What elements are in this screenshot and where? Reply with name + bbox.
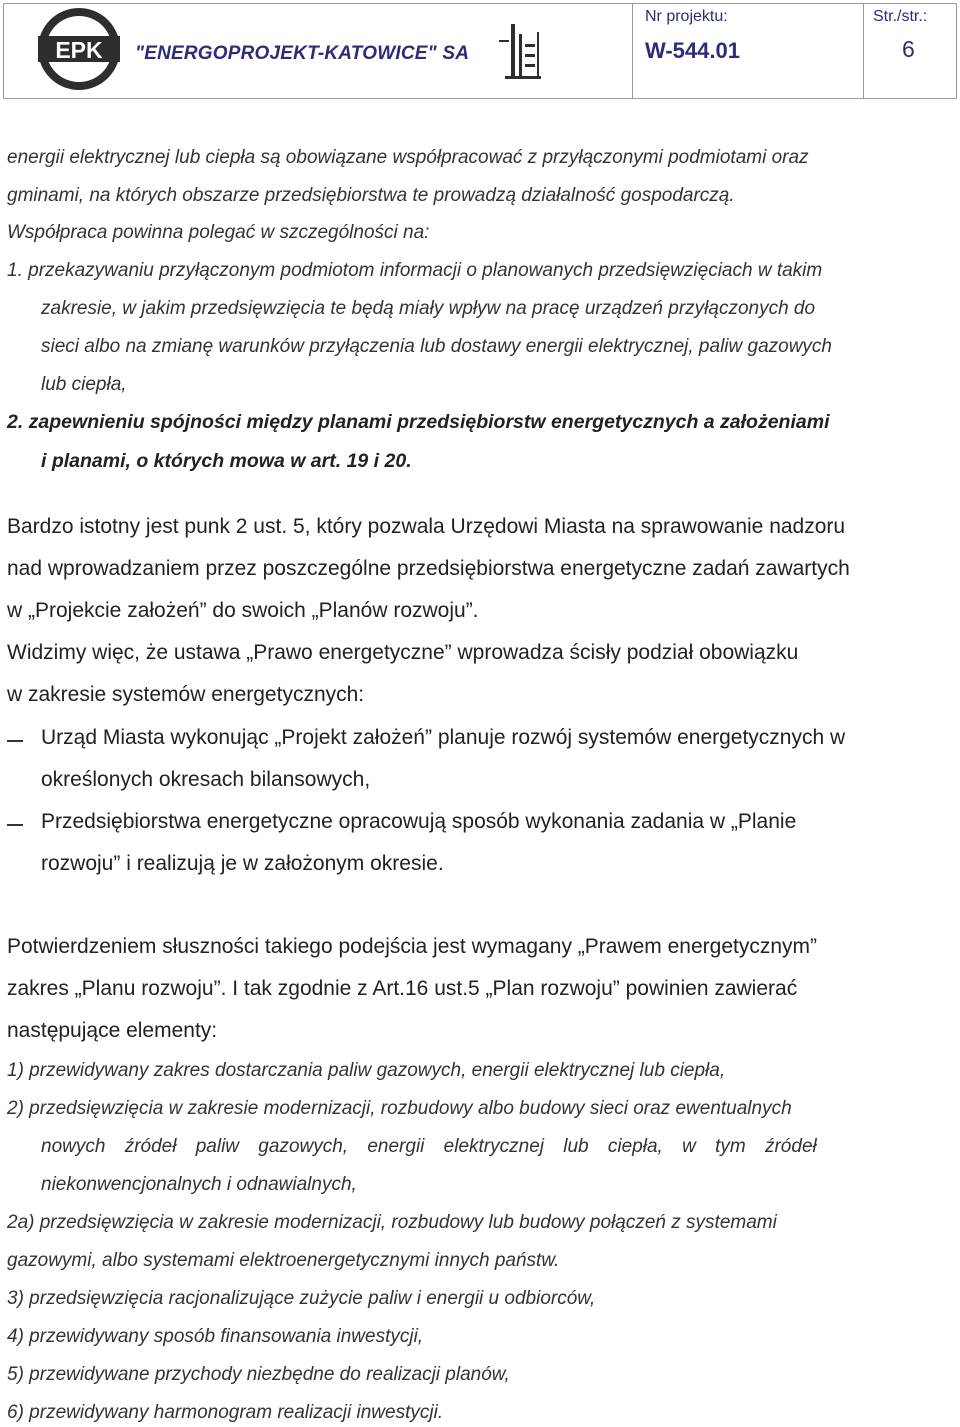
list-item-line-emphasis: 2. zapewnieniu spójności między planami przedsiębiorstw energetycznych a założeniami — [7, 411, 830, 433]
paragraph-line: Bardzo istotny jest punk 2 ust. 5, który pozwala Urzędowi Miasta na sprawowanie nadzoru — [7, 515, 846, 538]
document-header — [0, 0, 960, 100]
paragraph-line: Widzimy więc, że ustawa „Prawo energetyczne” wprowadza ścisły podział obowiązku — [7, 641, 799, 664]
numbered-item-line: 2a) przedsięwzięcia w zakresie modernizacji, rozbudowy lub budowy połączeń z systemami — [7, 1212, 777, 1233]
bullet-line: Urząd Miasta wykonując „Projekt założeń” planuje rozwój systemów energetycznych w — [41, 726, 846, 749]
project-number: W-544.01 — [645, 38, 740, 63]
paragraph-line: zakres „Planu rozwoju”. I tak zgodnie z Art.16 ust.5 „Plan rozwoju” powinien zawierać — [7, 977, 798, 1000]
text-line: gminami, na których obszarze przedsiębiorstwa te prowadzą działalność gospodarczą. — [7, 185, 735, 206]
logo-text: EPK — [55, 37, 103, 63]
company-name: "ENERGOPROJEKT-KATOWICE" SA — [135, 43, 470, 64]
numbered-item-line: niekonwencjonalnych i odnawialnych, — [41, 1174, 357, 1195]
page-number: 6 — [902, 36, 915, 62]
epk-logo — [36, 6, 122, 92]
paragraph-line: następujące elementy: — [7, 1019, 218, 1042]
list-item-line: zakresie, w jakim przedsięwzięcia te będą miały wpływ na pracę urządzeń przyłączonych do — [41, 298, 816, 319]
building-emblem-icon — [497, 20, 549, 82]
numbered-item-line: 4) przewidywany sposób finansowania inwestycji, — [7, 1326, 424, 1347]
numbered-item-line: 6) przewidywany harmonogram realizacji inwestycji. — [7, 1402, 444, 1423]
header-divider — [632, 3, 633, 99]
numbered-item-line: 1) przewidywany zakres dostarczania paliw gazowych, energii elektrycznej lub ciepła, — [7, 1060, 726, 1081]
page-label: Str./str.: — [873, 8, 928, 25]
numbered-item-line: 3) przedsięwzięcia racjonalizujące zużycie paliw i energii u odbiorców, — [7, 1288, 596, 1309]
bullet-line: rozwoju” i realizują je w założonym okresie. — [41, 852, 444, 875]
numbered-item-line: 2) przedsięwzięcia w zakresie modernizacji, rozbudowy albo budowy sieci oraz ewentualnych — [7, 1098, 792, 1119]
paragraph-line: w zakresie systemów energetycznych: — [7, 683, 365, 706]
list-item-line-emphasis: i planami, o których mowa w art. 19 i 20. — [41, 450, 412, 472]
numbered-item-line: nowych źródeł paliw gazowych, energii elektrycznej lub ciepła, w tym źródeł — [41, 1136, 817, 1157]
list-item-line: 1. przekazywaniu przyłączonym podmiotom informacji o planowanych przedsięwzięciach w takim — [7, 260, 823, 281]
paragraph-line: Potwierdzeniem słuszności takiego podejścia jest wymagany „Prawem energetycznym” — [7, 935, 818, 958]
list-item-line: lub ciepła, — [41, 374, 127, 395]
header-divider — [863, 3, 864, 99]
paragraph-line: w „Projekcie założeń” do swoich „Planów rozwoju”. — [7, 599, 479, 622]
numbered-item-line: 5) przewidywane przychody niezbędne do realizacji planów, — [7, 1364, 510, 1385]
paragraph-line: nad wprowadzaniem przez poszczególne przedsiębiorstwa energetyczne zadań zawartych — [7, 557, 850, 580]
project-number-label: Nr projektu: — [645, 8, 728, 25]
bullet-line: Przedsiębiorstwa energetyczne opracowują sposób wykonania zadania w „Planie — [41, 810, 797, 833]
bullet-line: określonych okresach bilansowych, — [41, 768, 371, 791]
dash-bullet — [7, 824, 23, 826]
text-line: Współpraca powinna polegać w szczególności na: — [7, 222, 430, 243]
text-line: energii elektrycznej lub ciepła są obowiązane współpracować z przyłączonymi podmiotami oraz — [7, 147, 809, 168]
numbered-item-line: gazowymi, albo systemami elektroenergetycznymi innych państw. — [7, 1250, 560, 1271]
dash-bullet — [7, 740, 23, 742]
list-item-line: sieci albo na zmianę warunków przyłączenia lub dostawy energii elektrycznej, paliw gazowych — [41, 336, 832, 357]
